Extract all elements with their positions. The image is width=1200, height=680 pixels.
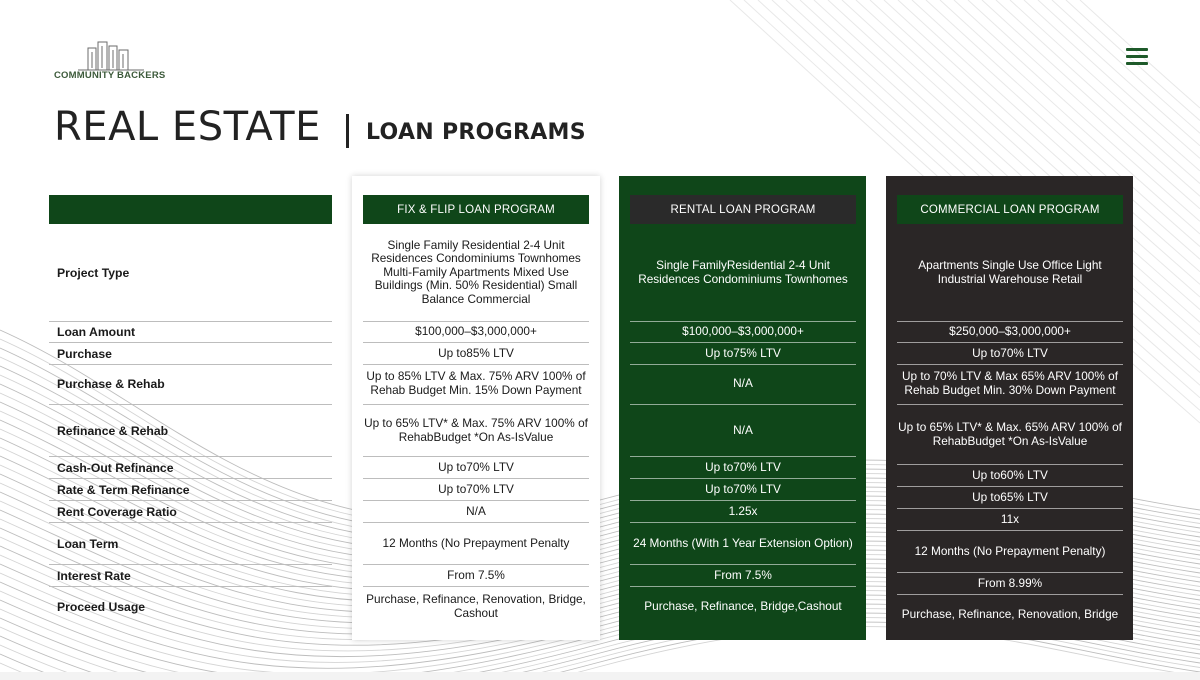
program-cell — [630, 405, 856, 457]
row-label — [49, 587, 332, 627]
program-cell-text: Up to 85% LTV & Max. 75% ARV 100% of Rehab Budget Min. 15% Down Payment — [366, 369, 586, 397]
row-label — [49, 364, 332, 405]
menu-button[interactable] — [1126, 48, 1148, 68]
row-label-text: Rate & Term Refinance — [57, 482, 190, 497]
program-cell-text: N/A — [733, 376, 753, 391]
row-label-text: Cash-Out Refinance — [57, 460, 174, 475]
program-panel-commercial — [886, 176, 1133, 640]
program-cell-text: Up to75% LTV — [705, 345, 781, 360]
program-cell — [897, 573, 1123, 595]
program-cell — [363, 523, 589, 565]
program-cell — [630, 479, 856, 501]
logo-name: COMMUNITY BACKERS — [54, 70, 166, 81]
program-cell-text: 12 Months (No Prepayment Penalty — [382, 535, 570, 550]
row-label — [49, 457, 332, 479]
program-cell-text: 1.25x — [728, 503, 758, 518]
program-cell — [630, 343, 856, 365]
page-title: REAL ESTATE — [54, 104, 321, 150]
row-label — [49, 501, 332, 523]
program-cell — [363, 479, 589, 501]
program-cell — [630, 523, 856, 565]
row-label-text: Proceed Usage — [57, 600, 146, 614]
title-divider — [346, 114, 349, 148]
row-label — [49, 479, 332, 501]
program-cell — [363, 501, 589, 523]
row-label — [49, 343, 332, 365]
program-cell — [630, 587, 856, 627]
program-header: COMMERCIAL LOAN PROGRAM — [897, 195, 1123, 224]
program-cell-text: Up to 65% LTV* & Max. 65% ARV 100% of RehabBudget *On As-IsValue — [898, 419, 1122, 448]
row-label-text: Loan Amount — [57, 325, 136, 339]
program-cell-text: Up to70% LTV — [438, 481, 514, 496]
program-cell-text: From 8.99% — [977, 575, 1043, 590]
program-cell — [630, 565, 856, 587]
row-label — [49, 405, 332, 457]
program-panel-fix-flip — [352, 176, 600, 640]
city-skyline-icon — [74, 40, 154, 72]
program-cell — [363, 224, 589, 322]
program-cell — [363, 565, 589, 587]
program-cell — [630, 501, 856, 523]
program-cell — [363, 364, 589, 405]
program-cell-text: Up to70% LTV — [705, 459, 781, 474]
program-cell-text: $250,000–$3,000,000+ — [949, 324, 1071, 339]
hamburger-menu-icon — [1126, 48, 1148, 51]
program-cell — [363, 405, 589, 457]
program-header: FIX & FLIP LOAN PROGRAM — [363, 195, 589, 224]
row-label — [49, 565, 332, 587]
program-cell-text: Up to70% LTV — [705, 481, 781, 496]
program-cell — [630, 322, 856, 343]
row-label — [49, 224, 332, 322]
program-cell-text: 12 Months (No Prepayment Penalty) — [914, 543, 1106, 558]
program-header: RENTAL LOAN PROGRAM — [630, 195, 856, 224]
program-cell — [630, 364, 856, 405]
program-cell-text: Up to 65% LTV* & Max. 75% ARV 100% of RehabBudget *On As-IsValue — [364, 415, 588, 444]
program-cell — [897, 531, 1123, 573]
row-label-text: Refinance & Rehab — [57, 423, 169, 438]
row-label-text: Purchase — [57, 346, 112, 361]
program-cell-text: Up to70% LTV — [972, 345, 1048, 360]
program-cell-text: Up to60% LTV — [972, 467, 1048, 482]
program-panel-rental — [619, 176, 866, 640]
program-cell-text: 11x — [1000, 511, 1020, 526]
program-cell-text: 24 Months (With 1 Year Extension Option) — [633, 535, 853, 550]
program-cell-text: From 7.5% — [714, 567, 772, 582]
program-cell-text: From 7.5% — [447, 567, 505, 582]
program-cell-text: Purchase, Refinance, Renovation, Bridge, Cashout — [366, 592, 586, 620]
program-cell-text: $100,000–$3,000,000+ — [682, 324, 804, 339]
program-cell — [897, 322, 1123, 343]
program-cell — [363, 322, 589, 343]
program-cell-text: N/A — [466, 503, 486, 518]
program-cell — [897, 364, 1123, 405]
row-label — [49, 523, 332, 565]
program-cell-text: Purchase, Refinance, Bridge,Cashout — [644, 599, 842, 614]
program-cell-text: Single Family Residential 2-4 Unit Residences Condominiums Townhomes Multi-Family Apartments Mixed Use Buildings (Min. 50% Residential) Small Balance Commercial — [371, 237, 581, 306]
row-label-text: Project Type — [57, 265, 130, 280]
program-cell — [897, 509, 1123, 531]
program-cell-text: N/A — [733, 422, 753, 437]
program-cell — [363, 457, 589, 479]
program-cell-text: Up to65% LTV — [972, 489, 1048, 504]
program-cell — [897, 487, 1123, 509]
program-cell — [897, 343, 1123, 365]
program-cell — [630, 224, 856, 322]
program-cell — [363, 587, 589, 627]
row-label-text: Rent Coverage Ratio — [57, 504, 177, 519]
program-cell-text: Apartments Single Use Office Light Industrial Warehouse Retail — [918, 257, 1102, 286]
row-label-text: Interest Rate — [57, 568, 131, 583]
program-cell — [630, 457, 856, 479]
page-subtitle: LOAN PROGRAMS — [366, 120, 586, 145]
company-logo[interactable] — [54, 40, 174, 90]
row-label-text: Purchase & Rehab — [57, 377, 165, 391]
program-cell — [897, 405, 1123, 465]
row-label — [49, 322, 332, 343]
program-cell-text: Up to 70% LTV & Max 65% ARV 100% of Rehab Budget Min. 30% Down Payment — [902, 369, 1118, 397]
program-cell — [897, 465, 1123, 487]
program-cell — [897, 224, 1123, 322]
program-cell-text: Purchase, Refinance, Renovation, Bridge — [901, 607, 1119, 622]
row-labels-header — [49, 195, 332, 224]
program-cell — [363, 343, 589, 365]
program-cell-text: Up to85% LTV — [438, 345, 514, 360]
program-cell-text: Single FamilyResidential 2-4 Unit Residences Condominiums Townhomes — [638, 257, 848, 286]
program-cell — [897, 595, 1123, 635]
row-label-text: Loan Term — [57, 536, 119, 551]
program-cell-text: Up to70% LTV — [438, 459, 514, 474]
program-cell-text: $100,000–$3,000,000+ — [415, 324, 537, 339]
